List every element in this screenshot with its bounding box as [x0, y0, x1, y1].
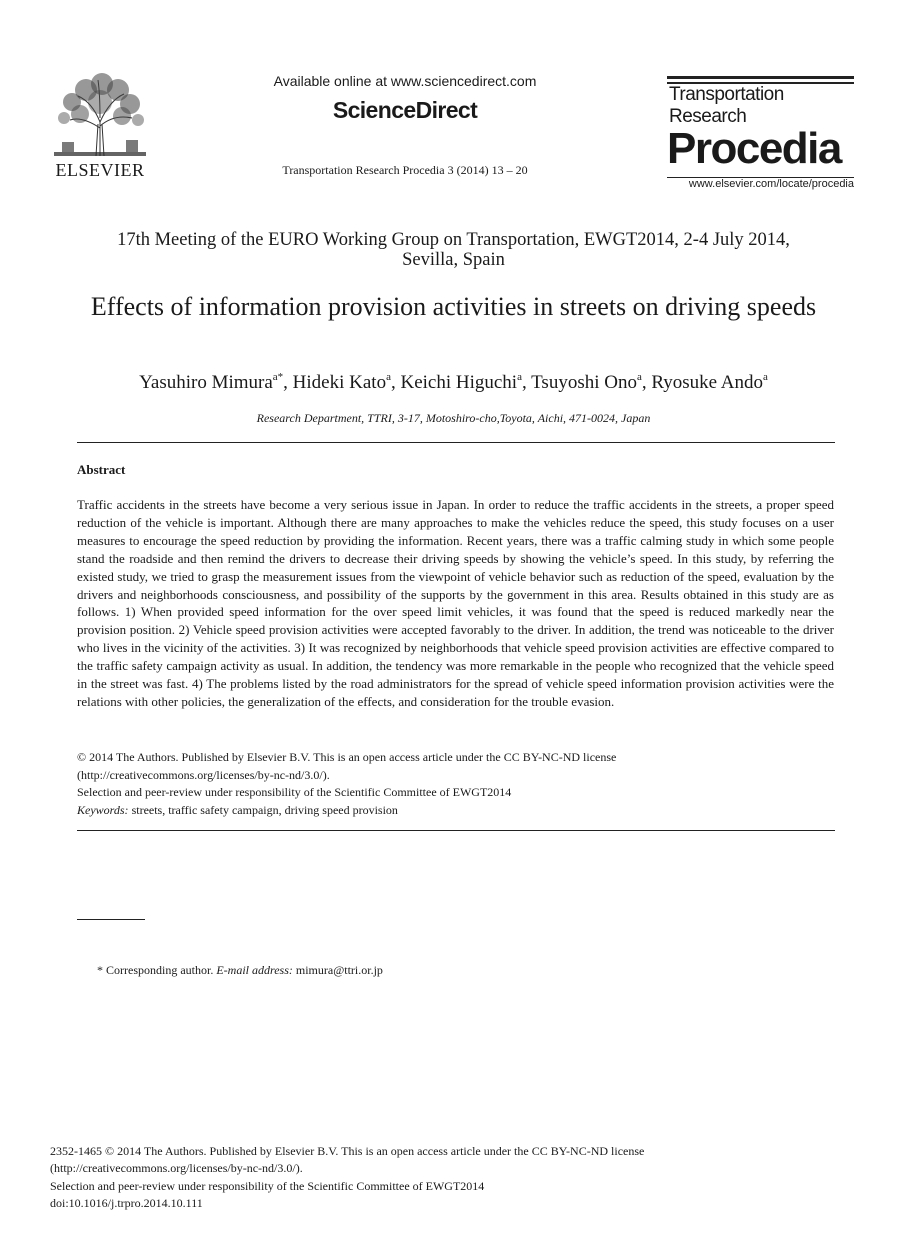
footer-review-line: Selection and peer-review under responsibility of the Scientific Committee of EWGT2014 — [50, 1178, 485, 1193]
author-affiliation-mark: a — [386, 371, 391, 383]
author-separator: , — [390, 372, 401, 393]
author-name: Keichi Higuchi — [400, 372, 518, 393]
logo-rule-top — [667, 76, 854, 79]
email-label: E-mail address: — [216, 963, 293, 977]
abstract-heading: Abstract — [77, 462, 126, 477]
footnote-rule — [77, 919, 145, 920]
corresponding-author-footnote — [97, 963, 383, 978]
license-block — [77, 749, 834, 819]
sciencedirect-brand: ScienceDirect — [332, 97, 478, 123]
author-affiliation-mark: a* — [272, 371, 284, 383]
author-name: Ryosuke Ando — [651, 372, 764, 393]
divider-top — [77, 442, 835, 443]
copyright-footer — [50, 1143, 850, 1213]
elsevier-tree-icon — [52, 72, 148, 158]
elsevier-logo — [50, 72, 150, 180]
keywords-line — [77, 802, 834, 820]
conference-info — [60, 230, 847, 270]
author-affiliation-mark: a — [517, 371, 522, 383]
affiliation: Research Department, TTRI, 3-17, Motoshiro-cho,Toyota, Aichi, 471-0024, Japan — [256, 411, 651, 425]
email-link[interactable]: mimura@ttri.or.jp — [292, 963, 383, 977]
footer-issn-line: 2352-1465 © 2014 The Authors. Published by Elsevier B.V. This is an open access article under the CC BY-NC-ND license — [50, 1144, 645, 1158]
author-name: Tsuyoshi Ono — [531, 372, 637, 393]
journal-logo-line2: Research — [669, 106, 747, 127]
license-line: © 2014 The Authors. Published by Elsevier B.V. This is an open access article under the CC BY-NC-ND license — [77, 750, 617, 764]
author-affiliation-mark: a — [763, 371, 768, 383]
available-online-text: Available online at www.sciencedirect.com — [273, 73, 537, 89]
footer-license-link[interactable]: (http://creativecommons.org/licenses/by-nc-nd/3.0/). — [50, 1161, 303, 1176]
footnote-prefix: * Corresponding author. — [97, 963, 217, 977]
author-name: Hideki Kato — [292, 372, 387, 393]
author-separator: , — [641, 372, 652, 393]
journal-logo-line1: Transportation — [669, 84, 784, 105]
keywords-text: streets, traffic safety campaign, driving speed provision — [128, 802, 398, 817]
license-url-link[interactable]: (http://creativecommons.org/licenses/by-nc-nd/3.0/). — [77, 767, 330, 782]
journal-url-link[interactable]: www.elsevier.com/locate/procedia — [688, 178, 854, 190]
author-list — [40, 372, 867, 394]
publisher-wordmark: ELSEVIER — [55, 160, 145, 180]
peer-review-line: Selection and peer-review under responsibility of the Scientific Committee of EWGT2014 — [77, 785, 512, 800]
journal-logo-line3: Procedia — [667, 124, 841, 173]
abstract-body: Traffic accidents in the streets have become a very serious issue in Japan. In order to reduce the traffic accidents in the streets, a proper speed reduction of the vehicle is important. Although there are many approaches to make the vehicles reduce the speed, this study focuses on a user measures to encourage the speed reduction by providing the information. Recent years, there was a traffic calming study in which some people stand the roadside and then remind the drivers to decrease their driving speeds by showing the vehicle’s speed. In this study, by referring the existed study, we tried to grasp the measurement issues from the viewpoint of vehicle behavior such as reduction of the speed, evaluation by the drivers and neighborhoods consciousness, and possibility of the supports by the government in this area. Results obtained in this study are as follows. 1) When provided speed information for the over speed limit vehicles, it was found that the speed is reduced markedly near the provision position. 2) Vehicle speed provision activities were accepted favorably to the driver. In addition, the trend was noticeable to the driver who lives in the vicinity of the activities. 3) It was recognized by neighborhoods that vehicle speed provision activities are effective compared to the traffic safety campaign activity as usual. In addition, the tendency was more remarkable in the people who recognized that the vehicle speed in the street was fast. 4) The problems listed by the road administrators for the spread of vehicle speed information provision activities were the relations with other policies, the generalization of the effects, and consideration for the trouble evasion. — [77, 497, 834, 709]
journal-reference: Transportation Research Procedia 3 (2014) 13 – 20 — [282, 163, 528, 177]
conference-line2: Sevilla, Spain — [402, 250, 505, 270]
footer-doi[interactable]: doi:10.1016/j.trpro.2014.10.111 — [50, 1196, 203, 1211]
author-name: Yasuhiro Mimura — [139, 372, 273, 393]
keywords-label: Keywords: — [77, 802, 129, 817]
author-separator: , — [521, 372, 532, 393]
author-separator: , — [283, 372, 293, 393]
divider-bottom — [77, 830, 835, 831]
author-affiliation-mark: a — [636, 371, 642, 383]
journal-logo — [667, 74, 854, 196]
article-title: Effects of information provision activities in streets on driving speeds — [90, 292, 817, 321]
conference-line1: 17th Meeting of the EURO Working Group on Transportation, EWGT2014, 2-4 July 2014, — [117, 230, 790, 250]
